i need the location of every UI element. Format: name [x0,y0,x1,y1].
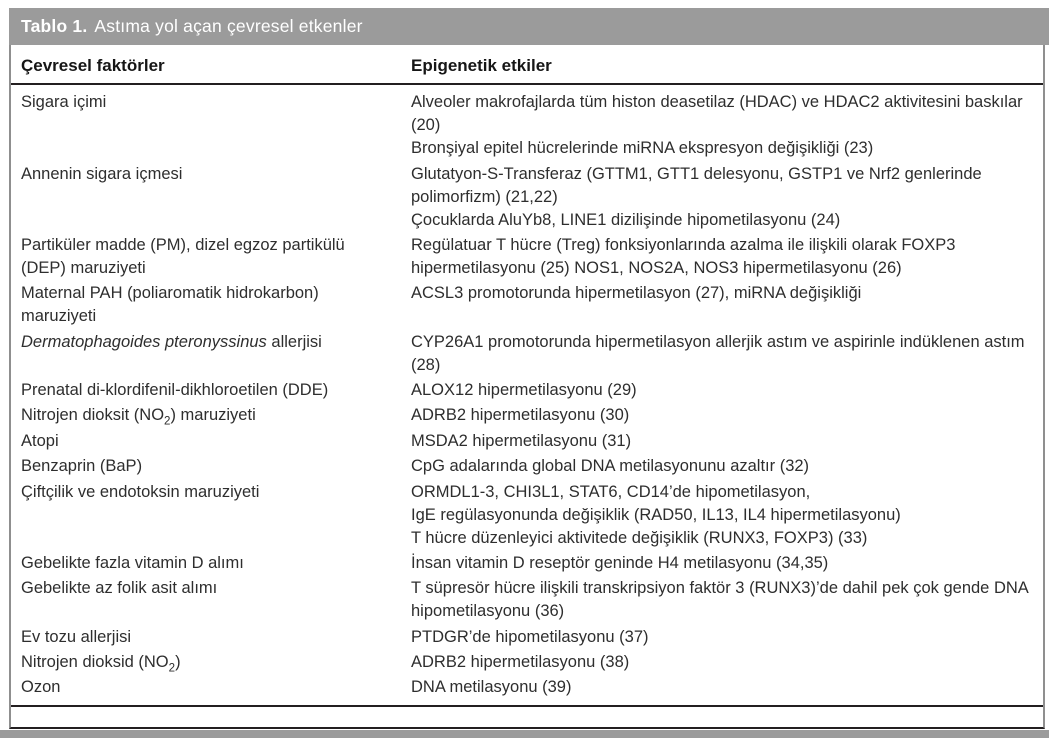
cell-line: PTDGR’de hipometilasyonu (37) [411,627,649,646]
effect-cell [411,481,1031,550]
effect-cell [411,430,1031,453]
table-row [21,233,1031,281]
column-header-row [11,45,1043,85]
cell-line: CpG adalarında global DNA metilasyonunu azaltır (32) [411,457,810,476]
table-row [21,650,1031,675]
bottom-empty-row [11,707,1043,727]
cell-line: Alveoler makrofajlarda tüm histon deasetilaz (HDAC) ve HDAC2 aktivitesini baskılar (20) [411,93,1023,135]
table-row [21,551,1031,576]
cell-line: MSDA2 hipermetilasyonu (31) [411,431,632,450]
table-row [21,281,1031,329]
effect-cell [411,651,1031,674]
cell-line: Gebelikte az folik asit alımı [21,579,218,598]
cell-line: ADRB2 hipermetilasyonu (30) [411,406,630,425]
cell-line: IgE regülasyonunda değişiklik (RAD50, IL13, IL4 hipermetilasyonu) [411,505,901,524]
factor-cell [21,234,411,280]
table-number: Tablo 1. [21,16,88,36]
cell-line: DNA metilasyonu (39) [411,678,572,697]
table-row [21,479,1031,550]
effect-cell [411,626,1031,649]
cell-line: Ozon [21,678,61,697]
cell-line: ADRB2 hipermetilasyonu (38) [411,653,630,672]
factor-cell [21,404,411,427]
cell-line: ORMDL1-3, CHI3L1, STAT6, CD14’de hipometilasyon, [411,482,811,501]
effect-cell [411,234,1031,280]
table-row [21,675,1031,700]
factor-cell [21,577,411,600]
column-header-effect: Epigenetik etkiler [411,56,552,75]
effect-cell [411,552,1031,575]
cell-line: Nitrojen dioksit $(NO_2)$ maruziyeti [21,406,256,428]
effect-cell [411,455,1031,478]
cell-line: T hücre düzenleyici aktivitede değişiklik (RUNX3, FOXP3) (33) [411,528,868,547]
cell-line: Ev tozu allerjisi [21,627,132,646]
table-row [21,330,1031,378]
table-row [21,378,1031,403]
column-header-factor: Çevresel faktörler [21,56,165,75]
cell-line: Maternal PAH (poliaromatik hidrokarbon) maruziyeti [21,284,319,326]
table-row [21,161,1031,232]
effect-cell [411,91,1031,160]
table-title: Astıma yol açan çevresel etkenler [94,16,363,36]
table-row [21,454,1031,479]
cell-line: Çiftçilik ve endotoksin maruziyeti [21,482,260,501]
factor-cell [21,163,411,186]
factor-cell [21,379,411,402]
table-row [21,90,1031,161]
factor-cell [21,651,411,674]
cell-line: Dermatophagoides pteronyssinus allerjisi [21,332,322,351]
cell-line: Bronşiyal epitel hücrelerinde miRNA ekspresyon değişikliği (23) [411,139,874,158]
table-row [21,576,1031,624]
factor-cell [21,552,411,575]
cell-line: Benzaprin (BaP) [21,457,143,476]
factor-cell [21,481,411,504]
factor-cell [21,455,411,478]
factor-cell [21,676,411,699]
bottom-bar [0,730,1049,738]
cell-line: Glutatyon-S-Transferaz (GTTM1, GTT1 delesyonu, GSTP1 ve Nrf2 genlerinde polimorfizm) (21,22) [411,164,982,206]
factor-cell [21,626,411,649]
effect-cell [411,577,1031,623]
effect-cell [411,404,1031,427]
cell-line: ALOX12 hipermetilasyonu (29) [411,381,637,400]
cell-line: Annenin sigara içmesi [21,164,183,183]
cell-line: Prenatal di-klordifenil-dikhloroetilen (DDE) [21,381,329,400]
factor-cell [21,331,411,354]
effect-cell [411,379,1031,402]
table [9,45,1045,729]
cell-line: ACSL3 promotorunda hipermetilasyon (27), miRNA değişikliği [411,284,862,303]
cell-line: Partiküler madde (PM), dizel egzoz partikülü (DEP) maruziyeti [21,235,345,277]
cell-line: Çocuklarda AluYb8, LINE1 dizilişinde hipometilasyonu (24) [411,210,841,229]
factor-cell [21,91,411,114]
table-row [21,403,1031,428]
table-title-bar [9,8,1049,45]
cell-line: Regülatuar T hücre (Treg) fonksiyonlarında azalma ile ilişkili olarak FOXP3 hipermetilasyonu (25) NOS1, NOS2A, NOS3 hipermetilasyonu (26) [411,235,956,277]
effect-cell [411,331,1031,377]
table-row [21,625,1031,650]
cell-line: İnsan vitamin D reseptör geninde H4 metilasyonu (34,35) [411,553,829,572]
cell-line: Sigara içimi [21,93,107,112]
effect-cell [411,676,1031,699]
table-row [21,429,1031,454]
cell-line: CYP26A1 promotorunda hipermetilasyon allerjik astım ve aspirinle indüklenen astım (28) [411,332,1025,374]
cell-line: Atopi [21,431,59,450]
effect-cell [411,282,1031,305]
table-body [11,85,1043,707]
cell-line: T süpresör hücre ilişkili transkripsiyon faktör 3 (RUNX3)’de dahil pek çok gende DNA hipometilasyonu (36) [411,579,1028,621]
cell-line: Gebelikte fazla vitamin D alımı [21,553,244,572]
cell-line: Nitrojen dioksid $(NO_2)$ [21,653,181,675]
effect-cell [411,163,1031,232]
factor-cell [21,430,411,453]
factor-cell [21,282,411,328]
